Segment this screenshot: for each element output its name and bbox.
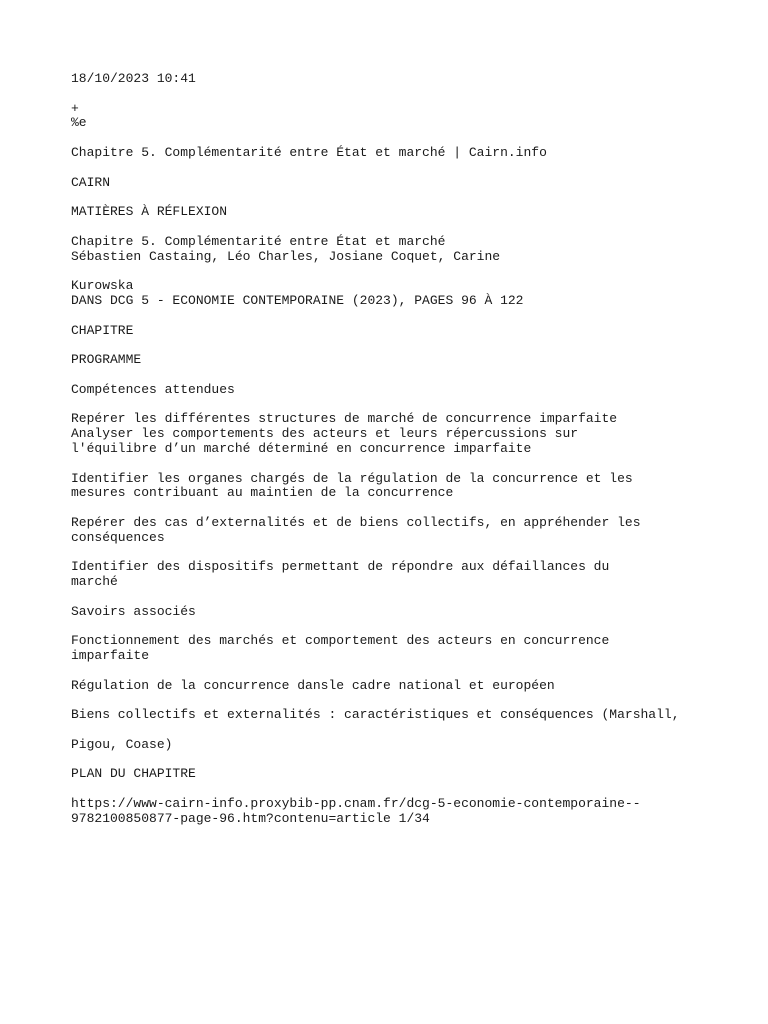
logo-glyph-plus: + xyxy=(71,100,79,116)
competence-item: Identifier des dispositifs permettant de répondre aux défaillances du xyxy=(71,559,610,575)
savoir-item: Fonctionnement des marchés et comportement des acteurs en concurrence xyxy=(71,633,610,649)
savoirs-heading: Savoirs associés xyxy=(71,603,196,619)
article-authors-continued[interactable]: Kurowska xyxy=(71,278,134,294)
competence-item: conséquences xyxy=(71,529,165,545)
competence-item: Repérer les différentes structures de marché de concurrence imparfaite xyxy=(71,411,618,427)
competence-item: Repérer des cas d’externalités et de biens collectifs, en appréhender les xyxy=(71,514,641,530)
savoir-item: Pigou, Coase) xyxy=(71,736,173,752)
plan-heading: PLAN DU CHAPITRE xyxy=(71,766,196,782)
competence-item: l'équilibre d’un marché déterminé en concurrence imparfaite xyxy=(71,440,532,456)
competence-item: mesures contribuant au maintien de la concurrence xyxy=(71,485,454,501)
competence-item: marché xyxy=(71,574,118,590)
article-title: Chapitre 5. Complémentarité entre État et marché xyxy=(71,233,446,249)
competences-heading: Compétences attendues xyxy=(71,381,235,397)
print-timestamp: 18/10/2023 10:41 xyxy=(71,71,196,86)
logo-glyph-text: %e xyxy=(71,115,87,131)
programme-label: PROGRAMME xyxy=(71,352,142,368)
savoir-item: Biens collectifs et externalités : caractéristiques et conséquences (Marshall, xyxy=(71,707,680,723)
collection-name[interactable]: MATIÈRES À RÉFLEXION xyxy=(71,204,228,220)
site-name[interactable]: CAIRN xyxy=(71,174,111,190)
competence-item: Identifier les organes chargés de la régulation de la concurrence et les xyxy=(71,470,633,486)
article-authors[interactable]: Sébastien Castaing, Léo Charles, Josiane Coquet, Carine xyxy=(71,248,501,264)
footer-url[interactable]: https://www-cairn-info.proxybib-pp.cnam.fr/dcg-5-economie-contemporaine-- xyxy=(71,796,641,812)
chapitre-label: CHAPITRE xyxy=(71,322,134,338)
document-page xyxy=(71,72,751,827)
footer-url-page-count[interactable]: 9782100850877-page-96.htm?contenu=article 1/34 xyxy=(71,810,430,826)
savoir-item: Régulation de la concurrence dansle cadre national et européen xyxy=(71,677,555,693)
page-title: Chapitre 5. Complémentarité entre État et marché | Cairn.info xyxy=(71,144,547,160)
article-source[interactable]: DANS DCG 5 - ECONOMIE CONTEMPORAINE (2023), PAGES 96 À 122 xyxy=(71,292,524,308)
competence-item: Analyser les comportements des acteurs et leurs répercussions sur xyxy=(71,426,579,442)
savoir-item: imparfaite xyxy=(71,648,150,664)
